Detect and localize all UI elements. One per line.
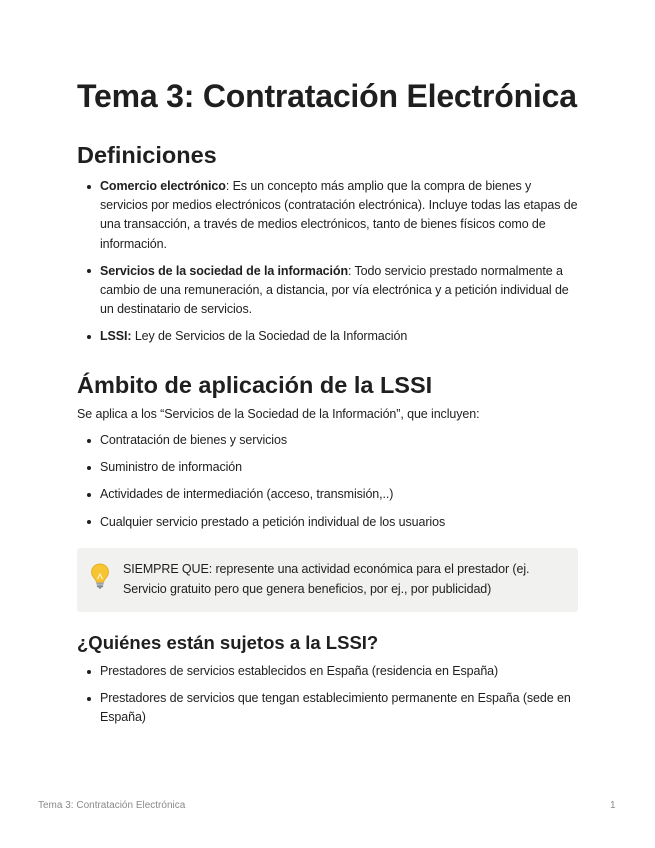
section-intro: Se aplica a los “Servicios de la Sociedad de la Información”, que incluyen: <box>77 407 480 421</box>
footer-title: Tema 3: Contratación Electrónica <box>38 800 186 811</box>
lightbulb-icon <box>90 563 110 594</box>
callout-text: SIEMPRE QUE: represente una actividad económica para el prestador (ej. Servicio gratuito pero que genera beneficios, por ej., por publicidad) <box>123 562 530 596</box>
callout-box <box>77 548 578 612</box>
list-item: Contratación de bienes y servicios <box>77 431 580 450</box>
definitions-list <box>77 177 580 355</box>
list-item: Cualquier servicio prestado a petición individual de los usuarios <box>77 513 580 532</box>
term: LSSI: <box>100 329 132 344</box>
list-item: Prestadores de servicios establecidos en España (residencia en España) <box>77 662 580 681</box>
section-heading-ambito: Ámbito de aplicación de la LSSI <box>77 372 433 398</box>
list-item: Actividades de intermediación (acceso, transmisión,..) <box>77 485 580 504</box>
section-heading-definiciones: Definiciones <box>77 142 217 168</box>
definition: : Es un concepto más amplio que la compra de bienes y servicios por medios electrónicos (contratación electrónica). Incluye todas las etapas de una transacción, a través de medios electrónicos, tanto de bienes físicos como de información. <box>100 179 578 251</box>
list-item: Prestadores de servicios que tengan establecimiento permanente en España (sede en España) <box>77 689 580 727</box>
definition: Ley de Servicios de la Sociedad de la Información <box>131 329 408 344</box>
scope-list <box>77 431 580 540</box>
page-number: 1 <box>610 800 616 811</box>
page-title: Tema 3: Contratación Electrónica <box>77 78 577 114</box>
section-heading-sujetos: ¿Quiénes están sujetos a la LSSI? <box>77 632 379 653</box>
list-item <box>77 262 580 320</box>
subjects-list <box>77 662 580 736</box>
list-item: Suministro de información <box>77 458 580 477</box>
term: Servicios de la sociedad de la información <box>100 263 348 278</box>
term: Comercio electrónico <box>100 179 226 193</box>
list-item <box>77 327 580 346</box>
definition: : Todo servicio prestado normalmente a cambio de una remuneración, a distancia, por vía electrónica y a petición individual de un destinatario de servicios. <box>100 263 569 317</box>
list-item <box>77 177 580 254</box>
